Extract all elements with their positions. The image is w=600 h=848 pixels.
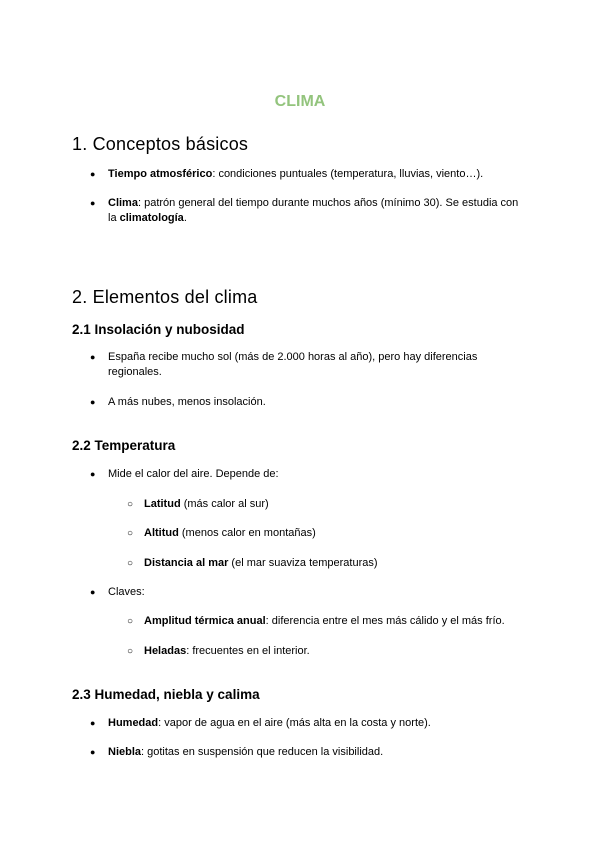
bullet: ○	[127, 616, 134, 627]
sub-list-item-heladas: ○ Heladas: frecuentes en el interior.	[127, 645, 310, 657]
list-item-humedad: ● Humedad: vapor de agua en el aire (más alta en la costa y norte).	[90, 717, 431, 729]
list-item-niebla: ● Niebla: gotitas en suspensión que reducen la visibilidad.	[90, 746, 384, 758]
bullet: ●	[90, 198, 96, 208]
bullet: ●	[90, 747, 96, 757]
bullet: ○	[127, 646, 134, 657]
subsection-heading-insolacion: 2.1 Insolación y nubosidad	[72, 322, 245, 337]
sub-list-item-amplitud: ○ Amplitud térmica anual: diferencia entre el mes más cálido y el más frío.	[127, 615, 505, 627]
list-item: ● Claves:	[90, 586, 145, 598]
term: climatología	[119, 212, 184, 224]
sub-list-item-distancia: ○ Distancia al mar (el mar suaviza temperaturas)	[127, 557, 378, 569]
list-item-tiempo	[90, 167, 528, 182]
bullet: ○	[127, 528, 134, 539]
bullet: ●	[90, 397, 96, 407]
subsection-heading-temperatura: 2.2 Temperatura	[72, 438, 176, 453]
bullet: ○	[127, 499, 134, 510]
bullet: ●	[90, 169, 96, 179]
list-item: ● España recibe mucho sol (más de 2.000 horas al año), pero hay diferencias regionales.	[90, 351, 478, 378]
bullet: ●	[90, 352, 96, 362]
bullet: ●	[90, 587, 96, 597]
section-heading-elementos: 2. Elementos del clima	[72, 287, 258, 307]
term: Clima	[108, 197, 138, 209]
term: Tiempo atmosférico	[108, 168, 213, 180]
bullet: ○	[127, 558, 134, 569]
sub-list-item-latitud: ○ Latitud (más calor al sur)	[127, 498, 269, 510]
section-heading-conceptos: 1. Conceptos básicos	[72, 134, 249, 154]
bullet: ●	[90, 718, 96, 728]
definition: : condiciones puntuales (temperatura, lluvias, viento…).	[212, 168, 484, 180]
definition: : patrón general del tiempo durante muchos años (mínimo 30). Se estudia con la	[108, 197, 519, 224]
list-item: ● A más nubes, menos insolación.	[90, 396, 266, 408]
list-item-clima: ● Clima: patrón general del tiempo durante muchos años (mínimo 30). Se estudia con la climatología.	[90, 197, 519, 224]
list-item: ● Mide el calor del aire. Depende de:	[90, 468, 279, 480]
document-title: CLIMA	[274, 93, 326, 110]
bullet: ●	[90, 469, 96, 479]
subsection-heading-humedad: 2.3 Humedad, niebla y calima	[72, 687, 260, 702]
sub-list-item-altitud: ○ Altitud (menos calor en montañas)	[127, 527, 316, 539]
